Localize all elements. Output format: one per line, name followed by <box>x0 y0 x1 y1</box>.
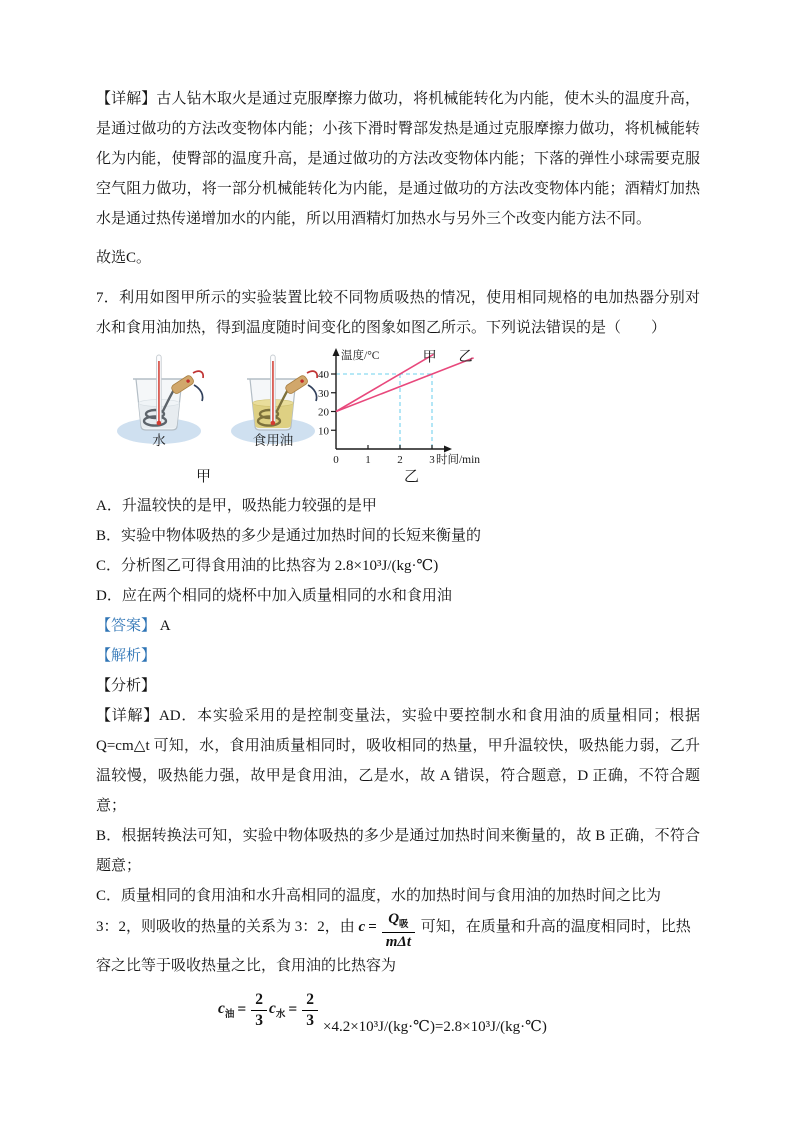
wire-red <box>193 371 203 378</box>
figure-caption-yi: 乙 <box>404 469 420 485</box>
calculation-tail: ×4.2×10³J/(kg·℃)=2.8×10³J/(kg·℃) <box>323 1018 547 1035</box>
c-water-term: $c_水$ <box>269 1000 286 1021</box>
oil-beaker-label: 食用油 <box>252 433 294 448</box>
equals-sign: = <box>237 1001 247 1019</box>
jiexi-label: 【解析】 <box>96 648 157 664</box>
svg-text:0: 0 <box>333 454 339 466</box>
svg-text:40: 40 <box>318 369 329 381</box>
svg-text:温度/°C: 温度/°C <box>341 350 380 362</box>
oil-beaker-illustration <box>228 345 318 457</box>
detail7-paragraph-c2 <box>96 911 700 951</box>
option-b: B．实验中物体吸热的多少是通过加热时间的长短来衡量的 <box>96 528 482 544</box>
svg-text:30: 30 <box>318 387 329 400</box>
svg-text:时间/min: 时间/min <box>435 454 481 466</box>
question7-stem: 7．利用如图甲所示的实验装置比较不同物质吸热的情况，使用相同规格的电加热器分别对水和食用油加热，得到温度随时间变化的图象如图乙所示。下列说法错误的是（ ） <box>96 290 700 336</box>
thermometer-icon <box>271 355 276 425</box>
water-beaker-label: 水 <box>152 433 166 448</box>
svg-text:甲: 甲 <box>422 350 437 366</box>
svg-text:乙: 乙 <box>458 349 473 365</box>
formula1-q-subscript: 吸 <box>399 920 409 930</box>
heater-terminal-icon <box>170 374 194 394</box>
detail7-paragraph-ad: 【详解】AD．本实验采用的是控制变量法，实验中要控制水和食用油的质量相同；根据 Q=cm△t 可知，水，食用油质量相同时，吸收相同的热量，甲升温较快，吸热能力弱，乙升温较慢，吸热能力强，故甲是食用油，乙是水，故 A 错误，符合题意，D 正确，不符合题意； <box>96 708 700 814</box>
answer-value: A <box>159 618 171 634</box>
formula1-denominator: mΔt <box>382 932 415 951</box>
detail7-paragraph-c3: 容之比等于吸收热量之比，食用油的比热容为 <box>96 958 397 975</box>
c2-text-after: 可知，在质量和升高的温度相同时，比热 <box>420 918 691 935</box>
formula1-q: Q <box>388 911 400 927</box>
svg-text:2: 2 <box>397 454 403 466</box>
formula1-fraction <box>382 911 415 951</box>
figure-jia-apparatus <box>96 345 700 467</box>
formula1-equals: = <box>368 918 377 935</box>
answer-line <box>96 611 700 641</box>
option-d: D．应在两个相同的烧杯中加入质量相同的水和食用油 <box>96 588 452 604</box>
svg-text:10: 10 <box>318 425 329 438</box>
svg-text:1: 1 <box>365 454 371 466</box>
two-thirds-fraction: $\frac{2}{3}$ <box>302 991 318 1030</box>
detail7-paragraph-c: C．质量相同的食用油和水升高相同的温度，水的加热时间与食用油的加热时间之比为 <box>96 888 662 904</box>
wire-blue <box>194 385 203 401</box>
fenxi-label: 【分析】 <box>96 678 157 694</box>
svg-text:3: 3 <box>429 454 435 466</box>
detail7-paragraph-b: B．根据转换法可知，实验中物体吸热的多少是通过加热时间来衡量的，故 B 正确，不符合题意； <box>96 828 700 874</box>
water-beaker-illustration <box>114 345 204 457</box>
svg-text:20: 20 <box>318 406 329 419</box>
c2-text-before: 3：2，则吸收的热量的关系为 3：2，由 <box>96 918 355 935</box>
option-c: C．分析图乙可得食用油的比热容为 2.8×10³J/(kg·℃) <box>96 558 439 574</box>
equals-sign: = <box>288 1001 298 1019</box>
conclusion6-line: 故选C。 <box>96 250 152 266</box>
thermometer-icon <box>157 355 162 425</box>
figure-captions <box>96 465 700 485</box>
c-oil-term: $c_油$ <box>218 1000 235 1021</box>
answer-label: 【答案】 <box>96 618 157 634</box>
oil-specific-heat-calculation <box>218 991 700 1035</box>
two-thirds-fraction: $\frac{2}{3}$ <box>251 991 267 1030</box>
option-a: A．升温较快的是甲，吸热能力较强的是甲 <box>96 498 377 514</box>
specific-heat-formula <box>358 911 417 950</box>
figure-caption-jia: 甲 <box>196 469 212 485</box>
options-list <box>96 491 700 611</box>
formula1-c: c <box>358 918 366 935</box>
temperature-time-graph <box>306 345 506 467</box>
detail6-paragraph: 【详解】古人钻木取火是通过克服摩擦力做功，将机械能转化为内能，使木头的温度升高，是通过做功的方法改变物体内能；小孩下滑时臀部发热是通过克服摩擦力做功，将机械能转化为内能，使臀部的温度升高，是通过做功的方法改变物体内能；下落的弹性小球需要克服空气阻力做功，将一部分机械能转化为内能，是通过做功的方法改变物体内能；酒精灯加热水是通过热传递增加水的内能，所以用酒精灯加热水与另外三个改变内能方法不同。 <box>96 91 700 227</box>
